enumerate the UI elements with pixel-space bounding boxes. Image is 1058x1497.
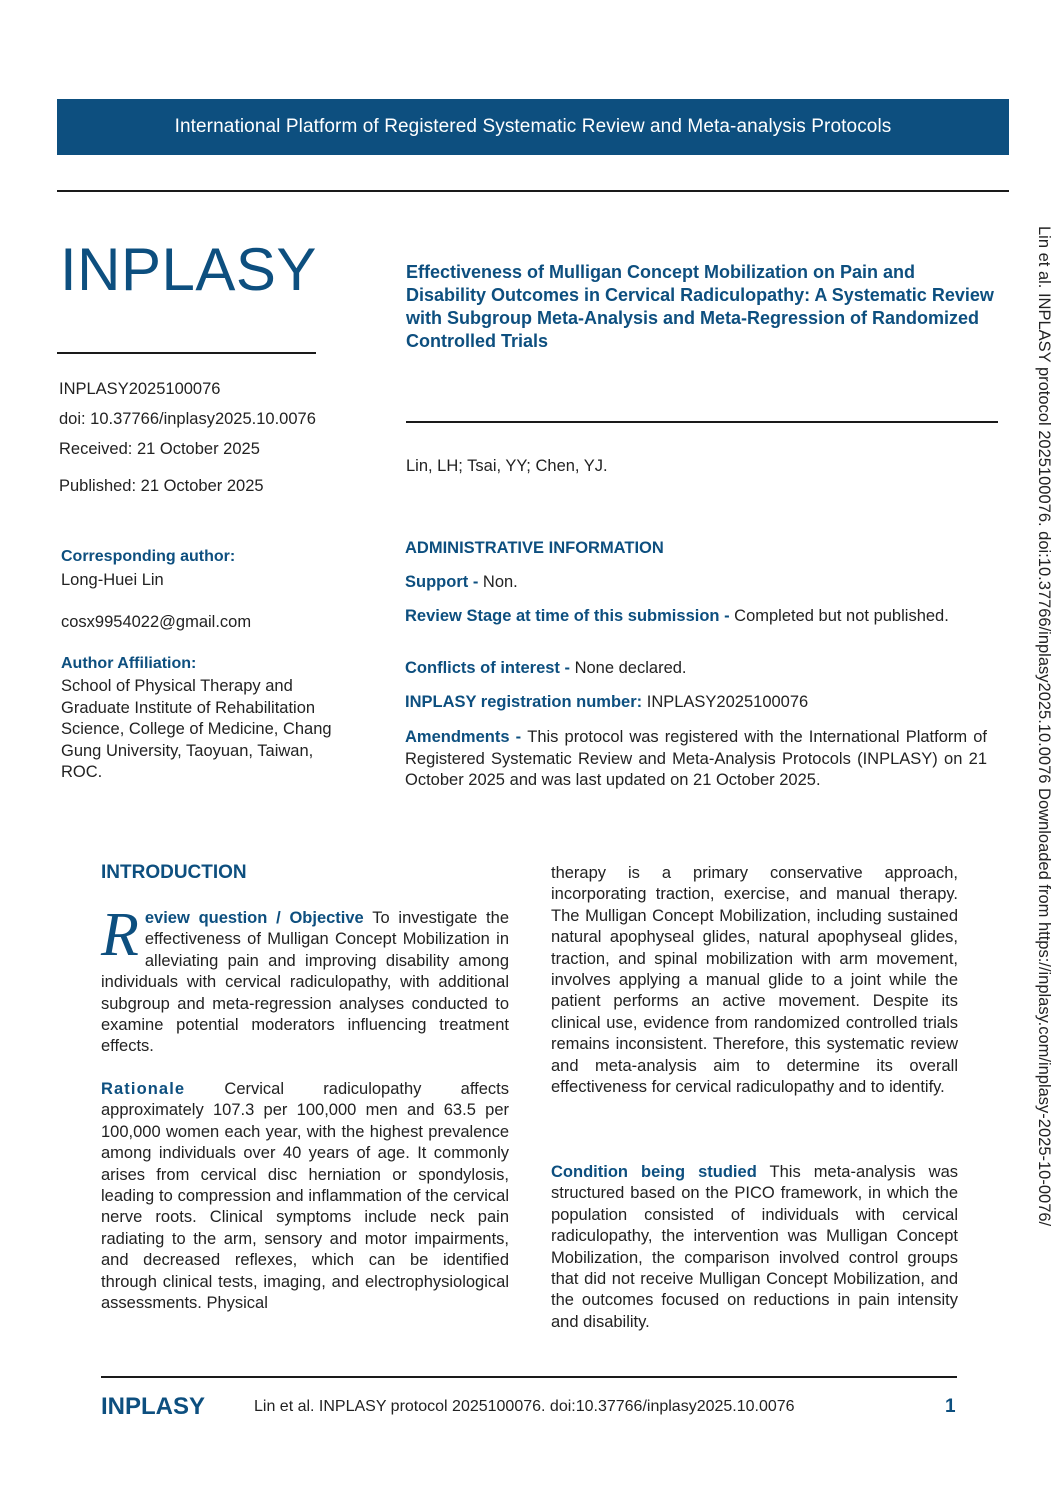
introduction-heading: INTRODUCTION — [101, 862, 247, 883]
corresponding-author-label: Corresponding author: — [61, 548, 236, 565]
condition-label: Condition being studied — [551, 1163, 757, 1181]
author-list: Lin, LH; Tsai, YY; Chen, YJ. — [406, 457, 608, 475]
review-stage-label: Review Stage at time of this submission - — [405, 607, 735, 625]
paper-title: Effectiveness of Mulligan Concept Mobilization on Pain and Disability Outcomes in Cervical Radiculopathy: A Systematic Review with Subgroup Meta-Analysis and Meta-Regression of Randomized Controlled Trials — [406, 262, 994, 351]
amendments-label: Amendments - — [405, 728, 528, 746]
registration-label: INPLASY registration number: — [405, 693, 647, 711]
logo-rule — [57, 352, 316, 354]
side-citation: Lin et al. INPLASY protocol 2025100076. doi:10.37766/inplasy2025.10.0076 Downloaded from https://inplasy.com/inplasy-2025-10-0076/ — [1035, 226, 1053, 1227]
doi[interactable]: doi: 10.37766/inplasy2025.10.0076 — [59, 410, 316, 428]
page-number: 1 — [945, 1396, 956, 1417]
rationale-text: Cervical radiculopathy affects approximately 107.3 per 100,000 men and 63.5 per 100,000 women each year, with the highest prevalence among individuals over 40 years of age. It commonly arises from cervical disc herniation or spondylosis, leading to compression and inflammation of the cervical nerve roots. Clinical symptoms include neck pain radiating to the arm, sensory and motor impairments, and decreased reflexes, which can be identified through clinical tests, imaging, and electrophysiological assessments. Physical — [101, 1080, 509, 1313]
inplasy-logo: INPLASY — [60, 236, 317, 303]
published-date: Published: 21 October 2025 — [59, 477, 264, 495]
review-question-paragraph — [101, 901, 509, 1058]
footer-logo: INPLASY — [101, 1393, 206, 1420]
conflicts-value: None declared. — [574, 659, 687, 677]
footer-rule — [101, 1376, 957, 1378]
condition-paragraph — [551, 1162, 958, 1333]
admin-heading — [405, 538, 987, 560]
registration-field — [405, 692, 987, 714]
amendments-field — [405, 727, 987, 792]
review-question-label: eview question / Objective — [144, 909, 364, 927]
review-stage-value: Completed but not published. — [734, 607, 949, 625]
condition-text: This meta-analysis was structured based on the PICO framework, in which the population consisted of individuals with cervical radiculopathy, the intervention was Mulligan Concept Mobilization, the comparison involved control groups that did not receive Mulligan Concept Mobilization, and the outcomes focused on reductions in pain intensity and disability. — [551, 1163, 958, 1331]
header-banner — [57, 99, 1009, 155]
amendments-value: This protocol was registered with the International Platform of Registered Systematic Review and Meta-Analysis Protocols (INPLASY) on 21 October 2025 and was last updated on 21 October 2025. — [405, 728, 988, 789]
review-stage-field — [405, 606, 987, 628]
drop-cap: R — [101, 901, 139, 969]
conflicts-label: Conflicts of interest - — [405, 659, 575, 677]
rationale-paragraph — [101, 1079, 509, 1314]
support-value: Non. — [482, 573, 518, 591]
registration-id: INPLASY2025100076 — [59, 380, 221, 398]
footer-citation: Lin et al. INPLASY protocol 2025100076. doi:10.37766/inplasy2025.10.0076 — [254, 1398, 795, 1415]
admin-heading-text: ADMINISTRATIVE INFORMATION — [405, 539, 664, 557]
rationale-label: Rationale — [101, 1080, 186, 1098]
affiliation-label: Author Affiliation: — [61, 655, 197, 672]
conflicts-field — [405, 658, 987, 680]
therapy-text: therapy is a primary conservative approach, incorporating traction, exercise, and manual therapy. The Mulligan Concept Mobilization, including sustained natural apophyseal glides, natural apophyseal glides, traction, and spinal mobilization with arm movement, involves applying a manual glide to a joint while the patient performs an active movement. Despite its clinical use, evidence from randomized controlled trials remains inconsistent. Therefore, this systematic review and meta-analysis aim to determine its overall effectiveness for cervical radiculopathy and to identify. — [551, 864, 958, 1097]
registration-value: INPLASY2025100076 — [646, 693, 809, 711]
review-question-text: To investigate the effectiveness of Mulligan Concept Mobilization in alleviating pain and improving disability among individuals with cervical radiculopathy, with additional subgroup and meta-regression analyses conducted to examine potential moderators influencing treatment effects. — [101, 909, 509, 1056]
support-field — [405, 572, 987, 594]
therapy-paragraph — [551, 863, 958, 1098]
title-rule — [406, 421, 998, 423]
corresponding-author-name: Long-Huei Lin — [61, 571, 164, 589]
support-label: Support - — [405, 573, 483, 591]
affiliation-text: School of Physical Therapy and Graduate Institute of Rehabilitation Science, College of Medicine, Chang Gung University, Taoyuan, Taiwan, ROC. — [61, 677, 332, 781]
received-date: Received: 21 October 2025 — [59, 440, 260, 458]
author-email[interactable]: cosx9954022@gmail.com — [61, 613, 252, 631]
top-rule — [57, 190, 1009, 192]
banner-text: International Platform of Registered Systematic Review and Meta-analysis Protocols — [174, 116, 892, 137]
